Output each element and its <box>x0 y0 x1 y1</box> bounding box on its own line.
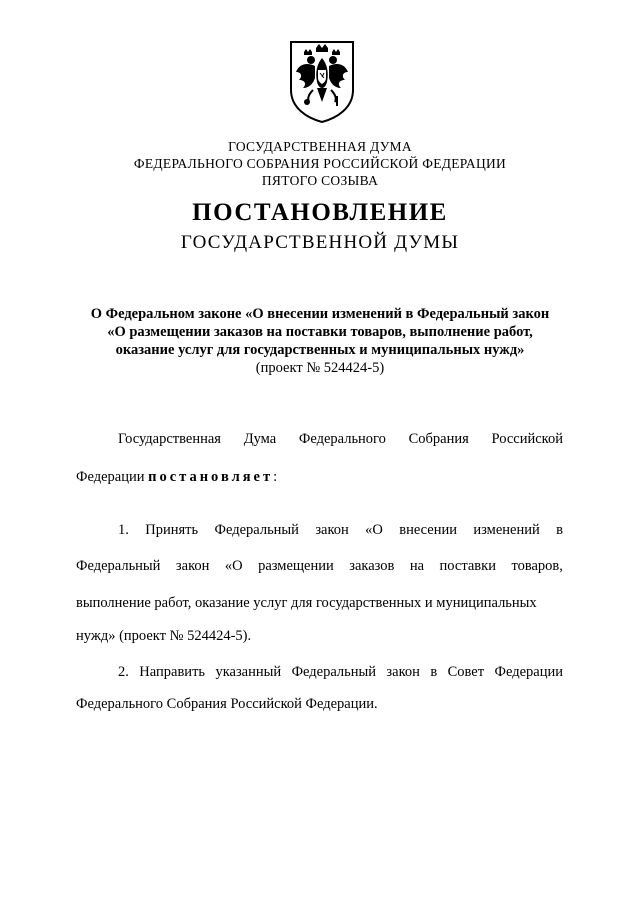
item-2-line-1 <box>118 664 563 681</box>
preamble-word: Российской <box>491 431 563 447</box>
document-subtitle: ГОСУДАРСТВЕННОЙ ДУМЫ <box>180 232 460 253</box>
preamble-federation: Федерации <box>76 469 145 485</box>
subject-line-1: О Федеральном законе «О внесении изменений в Федеральный закон <box>90 306 550 322</box>
item-word: в <box>430 664 438 680</box>
preamble-line-2 <box>76 469 277 486</box>
item-1-line-3: выполнение работ, оказание услуг для государственных и муниципальных <box>76 595 537 611</box>
preamble-word: Дума <box>243 431 277 447</box>
item-word: в <box>556 522 563 538</box>
item-word: внесении <box>399 522 458 538</box>
item-word: 1. <box>118 522 129 538</box>
item-2-line-2: Федерального Собрания Российской Федерации. <box>76 696 378 712</box>
item-word: Федеральный <box>76 558 161 574</box>
item-1-line-2 <box>76 558 563 575</box>
item-word: изменений <box>473 522 540 538</box>
preamble-word: Государственная <box>118 431 221 447</box>
project-number: (проект № 524424-5) <box>255 360 385 376</box>
subject-line-3: оказание услуг для государственных и муниципальных нужд» <box>115 342 525 358</box>
item-word: заказов <box>349 558 395 574</box>
item-word: 2. <box>118 664 129 680</box>
item-1-line-1 <box>118 522 563 539</box>
item-1-line-4: нужд» (проект № 524424-5). <box>76 628 252 644</box>
item-word: Совет <box>447 664 485 680</box>
preamble-resolves: постановляет <box>148 469 274 485</box>
subject-line-2: «О размещении заказов на поставки товаров, выполнение работ, <box>107 324 533 340</box>
preamble-word: Собрания <box>408 431 469 447</box>
preamble-colon: : <box>273 469 278 485</box>
item-word: товаров, <box>511 558 563 574</box>
item-word: указанный <box>215 664 282 680</box>
preamble-word: Федерального <box>298 431 386 447</box>
item-word: на <box>409 558 425 574</box>
item-word: закон <box>315 522 349 538</box>
item-word: Федеральный <box>214 522 299 538</box>
russian-coat-of-arms-icon <box>287 38 357 124</box>
document-title: ПОСТАНОВЛЕНИЕ <box>192 199 448 226</box>
preamble-line-1 <box>118 431 563 448</box>
item-word: Принять <box>145 522 199 538</box>
item-word: закон <box>175 558 210 574</box>
item-word: размещении <box>258 558 334 574</box>
item-word: поставки <box>439 558 496 574</box>
item-word: закон <box>386 664 420 680</box>
item-word: Направить <box>139 664 206 680</box>
item-word: «О <box>365 522 383 538</box>
header-line-convocation: ПЯТОГО СОЗЫВА <box>261 173 379 188</box>
item-word: Федерации <box>494 664 563 680</box>
header-line-assembly: ФЕДЕРАЛЬНОГО СОБРАНИЯ РОССИЙСКОЙ ФЕДЕРАЦИИ <box>133 156 507 171</box>
item-word: «О <box>224 558 243 574</box>
header-line-duma: ГОСУДАРСТВЕННАЯ ДУМА <box>228 139 412 154</box>
item-word: Федеральный <box>291 664 376 680</box>
